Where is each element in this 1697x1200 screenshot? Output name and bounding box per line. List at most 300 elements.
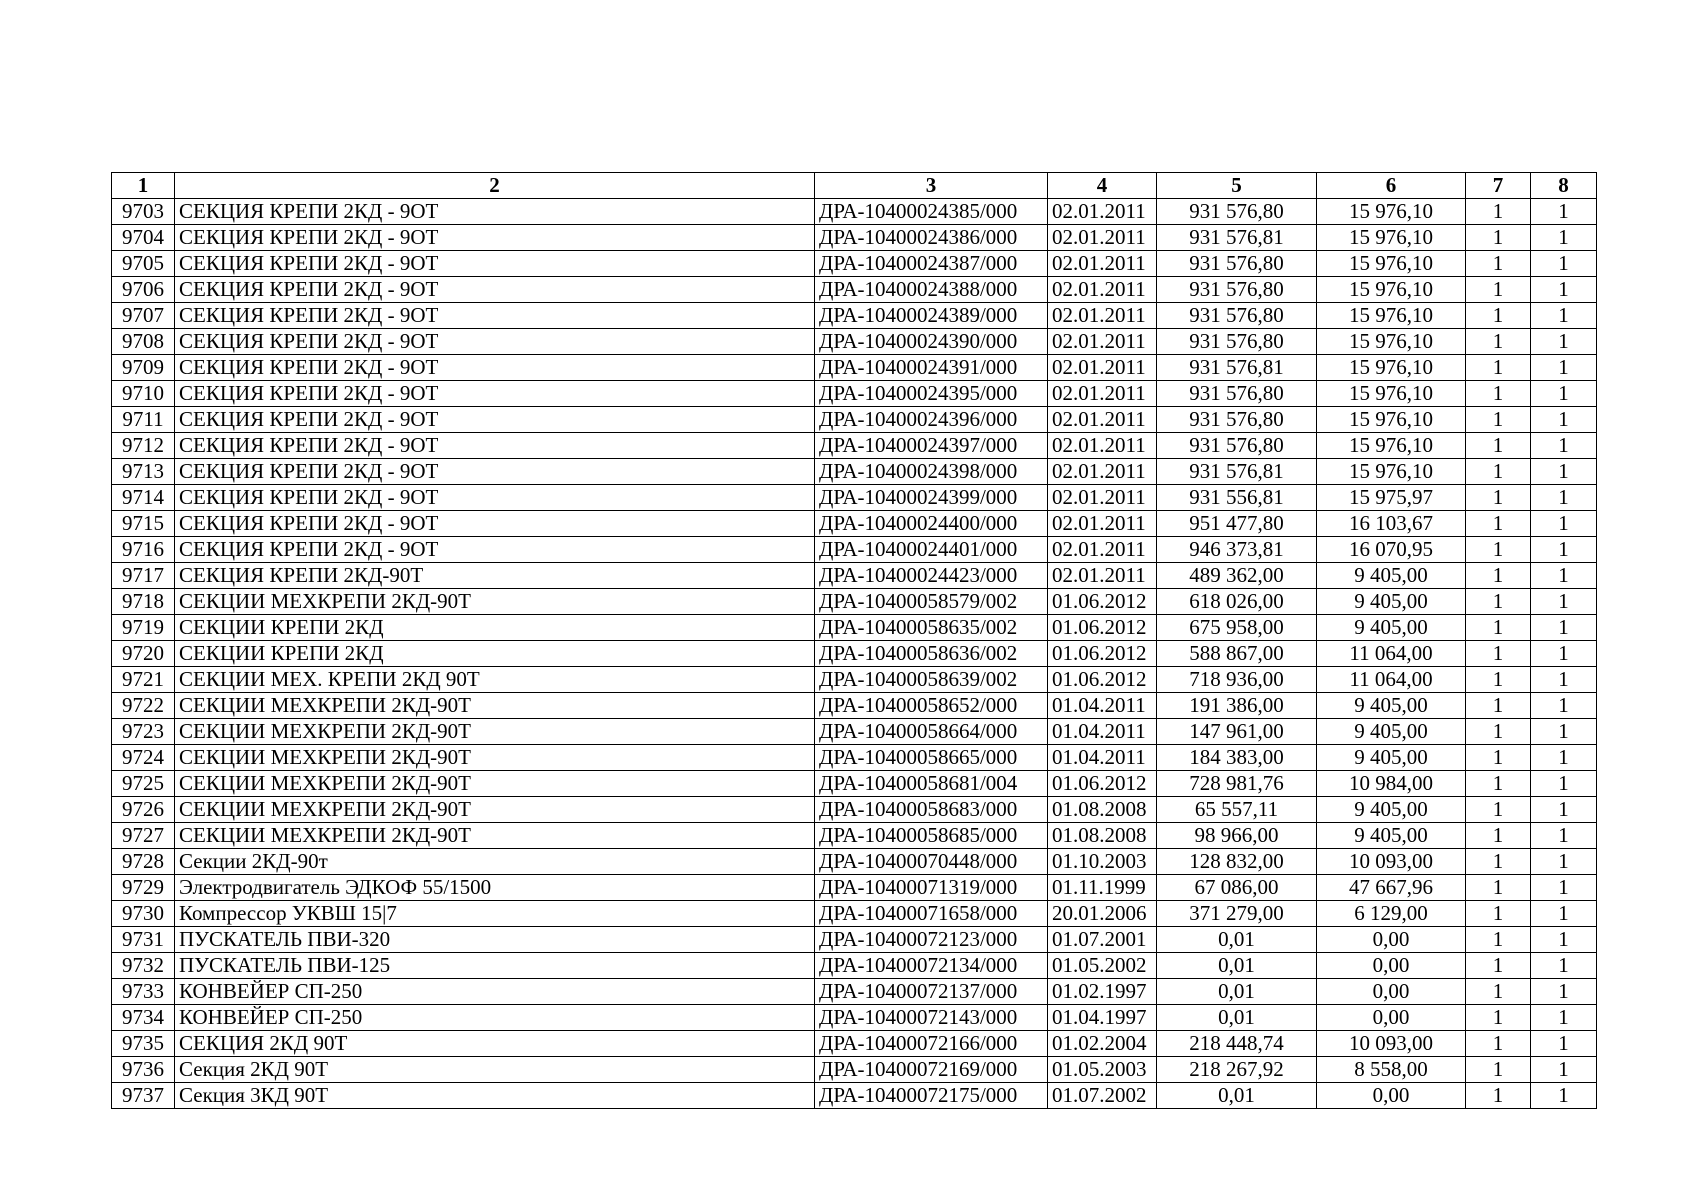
cell-row-number: 9724 bbox=[112, 745, 175, 771]
cell-inventory-code: ДРА-10400024385/000 bbox=[815, 199, 1048, 225]
cell-inventory-code: ДРА-10400072166/000 bbox=[815, 1031, 1048, 1057]
cell-row-number: 9721 bbox=[112, 667, 175, 693]
table-row bbox=[112, 277, 1597, 303]
cell-value-8: 1 bbox=[1531, 745, 1597, 771]
cell-row-number: 9733 bbox=[112, 979, 175, 1005]
cell-item-name: СЕКЦИИ МЕХКРЕПИ 2КД-90Т bbox=[175, 823, 815, 849]
cell-item-name: Секции 2КД-90т bbox=[175, 849, 815, 875]
cell-inventory-code: ДРА-10400024386/000 bbox=[815, 225, 1048, 251]
cell-item-name: СЕКЦИЯ КРЕПИ 2КД - 9ОТ bbox=[175, 511, 815, 537]
table-row bbox=[112, 745, 1597, 771]
cell-value-8: 1 bbox=[1531, 719, 1597, 745]
cell-row-number: 9730 bbox=[112, 901, 175, 927]
table-row bbox=[112, 537, 1597, 563]
cell-value-7: 1 bbox=[1466, 225, 1531, 251]
table-row bbox=[112, 589, 1597, 615]
cell-value-5: 0,01 bbox=[1157, 927, 1317, 953]
cell-value-7: 1 bbox=[1466, 303, 1531, 329]
cell-value-5: 184 383,00 bbox=[1157, 745, 1317, 771]
cell-value-8: 1 bbox=[1531, 329, 1597, 355]
cell-row-number: 9713 bbox=[112, 459, 175, 485]
cell-value-7: 1 bbox=[1466, 667, 1531, 693]
cell-inventory-code: ДРА-10400058681/004 bbox=[815, 771, 1048, 797]
cell-row-number: 9720 bbox=[112, 641, 175, 667]
cell-inventory-code: ДРА-10400072137/000 bbox=[815, 979, 1048, 1005]
table-row bbox=[112, 485, 1597, 511]
cell-item-name: СЕКЦИЯ КРЕПИ 2КД - 9ОТ bbox=[175, 251, 815, 277]
cell-item-name: СЕКЦИЯ КРЕПИ 2КД - 9ОТ bbox=[175, 381, 815, 407]
table-row bbox=[112, 849, 1597, 875]
cell-value-5: 98 966,00 bbox=[1157, 823, 1317, 849]
cell-value-8: 1 bbox=[1531, 459, 1597, 485]
cell-date: 01.02.2004 bbox=[1048, 1031, 1157, 1057]
cell-value-5: 218 267,92 bbox=[1157, 1057, 1317, 1083]
cell-value-8: 1 bbox=[1531, 771, 1597, 797]
cell-date: 01.07.2002 bbox=[1048, 1083, 1157, 1109]
cell-date: 20.01.2006 bbox=[1048, 901, 1157, 927]
cell-date: 01.06.2012 bbox=[1048, 771, 1157, 797]
cell-value-7: 1 bbox=[1466, 407, 1531, 433]
cell-value-6: 15 976,10 bbox=[1317, 433, 1466, 459]
cell-date: 02.01.2011 bbox=[1048, 459, 1157, 485]
cell-value-6: 9 405,00 bbox=[1317, 823, 1466, 849]
cell-date: 02.01.2011 bbox=[1048, 407, 1157, 433]
cell-item-name: СЕКЦИЯ КРЕПИ 2КД - 9ОТ bbox=[175, 225, 815, 251]
cell-value-5: 718 936,00 bbox=[1157, 667, 1317, 693]
table-row bbox=[112, 693, 1597, 719]
cell-value-6: 47 667,96 bbox=[1317, 875, 1466, 901]
cell-inventory-code: ДРА-10400058636/002 bbox=[815, 641, 1048, 667]
cell-value-7: 1 bbox=[1466, 953, 1531, 979]
cell-row-number: 9725 bbox=[112, 771, 175, 797]
cell-row-number: 9736 bbox=[112, 1057, 175, 1083]
cell-value-6: 11 064,00 bbox=[1317, 667, 1466, 693]
cell-date: 02.01.2011 bbox=[1048, 277, 1157, 303]
cell-value-7: 1 bbox=[1466, 1005, 1531, 1031]
cell-value-8: 1 bbox=[1531, 563, 1597, 589]
cell-inventory-code: ДРА-10400024401/000 bbox=[815, 537, 1048, 563]
cell-value-8: 1 bbox=[1531, 641, 1597, 667]
cell-value-8: 1 bbox=[1531, 1005, 1597, 1031]
cell-value-5: 65 557,11 bbox=[1157, 797, 1317, 823]
table-row bbox=[112, 407, 1597, 433]
cell-inventory-code: ДРА-10400071319/000 bbox=[815, 875, 1048, 901]
cell-date: 02.01.2011 bbox=[1048, 303, 1157, 329]
cell-item-name: СЕКЦИЯ КРЕПИ 2КД - 9ОТ bbox=[175, 329, 815, 355]
cell-date: 01.08.2008 bbox=[1048, 823, 1157, 849]
cell-inventory-code: ДРА-10400024400/000 bbox=[815, 511, 1048, 537]
cell-item-name: СЕКЦИЯ КРЕПИ 2КД - 9ОТ bbox=[175, 459, 815, 485]
cell-value-6: 0,00 bbox=[1317, 953, 1466, 979]
cell-item-name: КОНВЕЙЕР СП-250 bbox=[175, 1005, 815, 1031]
cell-value-6: 11 064,00 bbox=[1317, 641, 1466, 667]
cell-row-number: 9705 bbox=[112, 251, 175, 277]
header-col-8: 8 bbox=[1531, 173, 1597, 199]
table-row bbox=[112, 199, 1597, 225]
cell-value-5: 931 576,80 bbox=[1157, 277, 1317, 303]
header-col-3: 3 bbox=[815, 173, 1048, 199]
cell-value-8: 1 bbox=[1531, 251, 1597, 277]
cell-value-5: 951 477,80 bbox=[1157, 511, 1317, 537]
cell-inventory-code: ДРА-10400072169/000 bbox=[815, 1057, 1048, 1083]
cell-date: 01.04.1997 bbox=[1048, 1005, 1157, 1031]
cell-value-5: 675 958,00 bbox=[1157, 615, 1317, 641]
cell-date: 01.04.2011 bbox=[1048, 693, 1157, 719]
cell-value-6: 8 558,00 bbox=[1317, 1057, 1466, 1083]
cell-value-7: 1 bbox=[1466, 329, 1531, 355]
cell-date: 02.01.2011 bbox=[1048, 563, 1157, 589]
cell-value-6: 16 070,95 bbox=[1317, 537, 1466, 563]
cell-item-name: СЕКЦИЯ КРЕПИ 2КД-90Т bbox=[175, 563, 815, 589]
cell-value-5: 0,01 bbox=[1157, 1005, 1317, 1031]
cell-inventory-code: ДРА-10400058579/002 bbox=[815, 589, 1048, 615]
cell-value-8: 1 bbox=[1531, 667, 1597, 693]
cell-date: 01.06.2012 bbox=[1048, 667, 1157, 693]
cell-value-6: 15 976,10 bbox=[1317, 199, 1466, 225]
cell-value-5: 191 386,00 bbox=[1157, 693, 1317, 719]
cell-value-6: 15 976,10 bbox=[1317, 225, 1466, 251]
table-body bbox=[112, 199, 1597, 1109]
table-row bbox=[112, 901, 1597, 927]
cell-date: 01.05.2002 bbox=[1048, 953, 1157, 979]
table-row bbox=[112, 355, 1597, 381]
cell-value-5: 931 576,81 bbox=[1157, 355, 1317, 381]
cell-inventory-code: ДРА-10400058685/000 bbox=[815, 823, 1048, 849]
cell-inventory-code: ДРА-10400072134/000 bbox=[815, 953, 1048, 979]
cell-row-number: 9731 bbox=[112, 927, 175, 953]
cell-value-5: 946 373,81 bbox=[1157, 537, 1317, 563]
cell-value-7: 1 bbox=[1466, 823, 1531, 849]
cell-value-7: 1 bbox=[1466, 433, 1531, 459]
cell-value-7: 1 bbox=[1466, 719, 1531, 745]
cell-value-5: 931 576,80 bbox=[1157, 199, 1317, 225]
cell-item-name: СЕКЦИИ КРЕПИ 2КД bbox=[175, 615, 815, 641]
cell-value-5: 931 576,81 bbox=[1157, 459, 1317, 485]
header-col-1: 1 bbox=[112, 173, 175, 199]
table-row bbox=[112, 303, 1597, 329]
table-row bbox=[112, 771, 1597, 797]
cell-item-name: Электродвигатель ЭДКОФ 55/1500 bbox=[175, 875, 815, 901]
cell-date: 02.01.2011 bbox=[1048, 381, 1157, 407]
cell-value-8: 1 bbox=[1531, 901, 1597, 927]
cell-item-name: СЕКЦИИ МЕХКРЕПИ 2КД-90Т bbox=[175, 797, 815, 823]
cell-value-8: 1 bbox=[1531, 225, 1597, 251]
table-row bbox=[112, 1083, 1597, 1109]
cell-value-8: 1 bbox=[1531, 953, 1597, 979]
cell-value-6: 9 405,00 bbox=[1317, 719, 1466, 745]
cell-inventory-code: ДРА-10400024387/000 bbox=[815, 251, 1048, 277]
cell-inventory-code: ДРА-10400024423/000 bbox=[815, 563, 1048, 589]
cell-row-number: 9728 bbox=[112, 849, 175, 875]
table-row bbox=[112, 459, 1597, 485]
cell-value-5: 931 576,80 bbox=[1157, 381, 1317, 407]
table-row bbox=[112, 511, 1597, 537]
cell-item-name: СЕКЦИЯ КРЕПИ 2КД - 9ОТ bbox=[175, 199, 815, 225]
cell-date: 02.01.2011 bbox=[1048, 537, 1157, 563]
cell-row-number: 9726 bbox=[112, 797, 175, 823]
cell-value-8: 1 bbox=[1531, 615, 1597, 641]
cell-date: 01.04.2011 bbox=[1048, 719, 1157, 745]
cell-value-7: 1 bbox=[1466, 563, 1531, 589]
cell-item-name: СЕКЦИИ КРЕПИ 2КД bbox=[175, 641, 815, 667]
cell-item-name: ПУСКАТЕЛЬ ПВИ-320 bbox=[175, 927, 815, 953]
cell-inventory-code: ДРА-10400058639/002 bbox=[815, 667, 1048, 693]
cell-date: 02.01.2011 bbox=[1048, 355, 1157, 381]
cell-value-6: 9 405,00 bbox=[1317, 745, 1466, 771]
table-row bbox=[112, 797, 1597, 823]
cell-value-7: 1 bbox=[1466, 485, 1531, 511]
cell-value-7: 1 bbox=[1466, 1057, 1531, 1083]
cell-value-7: 1 bbox=[1466, 693, 1531, 719]
cell-date: 02.01.2011 bbox=[1048, 511, 1157, 537]
cell-value-8: 1 bbox=[1531, 407, 1597, 433]
cell-value-7: 1 bbox=[1466, 381, 1531, 407]
cell-row-number: 9703 bbox=[112, 199, 175, 225]
cell-inventory-code: ДРА-10400072123/000 bbox=[815, 927, 1048, 953]
cell-value-8: 1 bbox=[1531, 693, 1597, 719]
cell-value-5: 0,01 bbox=[1157, 979, 1317, 1005]
cell-value-8: 1 bbox=[1531, 1057, 1597, 1083]
cell-item-name: СЕКЦИИ МЕХКРЕПИ 2КД-90Т bbox=[175, 771, 815, 797]
cell-row-number: 9708 bbox=[112, 329, 175, 355]
cell-value-8: 1 bbox=[1531, 1083, 1597, 1109]
cell-value-5: 147 961,00 bbox=[1157, 719, 1317, 745]
cell-value-5: 931 576,80 bbox=[1157, 303, 1317, 329]
cell-value-6: 16 103,67 bbox=[1317, 511, 1466, 537]
cell-value-8: 1 bbox=[1531, 511, 1597, 537]
cell-value-6: 15 976,10 bbox=[1317, 459, 1466, 485]
cell-inventory-code: ДРА-10400024399/000 bbox=[815, 485, 1048, 511]
cell-value-8: 1 bbox=[1531, 433, 1597, 459]
cell-value-6: 15 976,10 bbox=[1317, 251, 1466, 277]
cell-value-6: 9 405,00 bbox=[1317, 589, 1466, 615]
cell-date: 01.06.2012 bbox=[1048, 615, 1157, 641]
cell-date: 01.07.2001 bbox=[1048, 927, 1157, 953]
cell-value-7: 1 bbox=[1466, 927, 1531, 953]
cell-date: 01.06.2012 bbox=[1048, 589, 1157, 615]
cell-item-name: ПУСКАТЕЛЬ ПВИ-125 bbox=[175, 953, 815, 979]
cell-item-name: СЕКЦИЯ КРЕПИ 2КД - 9ОТ bbox=[175, 407, 815, 433]
cell-inventory-code: ДРА-10400024390/000 bbox=[815, 329, 1048, 355]
cell-value-6: 15 975,97 bbox=[1317, 485, 1466, 511]
header-col-5: 5 bbox=[1157, 173, 1317, 199]
cell-row-number: 9707 bbox=[112, 303, 175, 329]
cell-inventory-code: ДРА-10400070448/000 bbox=[815, 849, 1048, 875]
cell-value-8: 1 bbox=[1531, 355, 1597, 381]
cell-item-name: СЕКЦИЯ КРЕПИ 2КД - 9ОТ bbox=[175, 537, 815, 563]
cell-inventory-code: ДРА-10400058665/000 bbox=[815, 745, 1048, 771]
cell-row-number: 9737 bbox=[112, 1083, 175, 1109]
cell-inventory-code: ДРА-10400058664/000 bbox=[815, 719, 1048, 745]
cell-value-5: 618 026,00 bbox=[1157, 589, 1317, 615]
cell-value-7: 1 bbox=[1466, 771, 1531, 797]
cell-row-number: 9710 bbox=[112, 381, 175, 407]
cell-value-7: 1 bbox=[1466, 355, 1531, 381]
table-row bbox=[112, 329, 1597, 355]
cell-value-7: 1 bbox=[1466, 615, 1531, 641]
cell-value-7: 1 bbox=[1466, 251, 1531, 277]
cell-value-5: 931 576,80 bbox=[1157, 329, 1317, 355]
cell-value-5: 931 576,80 bbox=[1157, 251, 1317, 277]
cell-value-6: 15 976,10 bbox=[1317, 303, 1466, 329]
cell-item-name: СЕКЦИЯ КРЕПИ 2КД - 9ОТ bbox=[175, 355, 815, 381]
cell-value-7: 1 bbox=[1466, 459, 1531, 485]
table-row bbox=[112, 563, 1597, 589]
cell-item-name: Секция 3КД 90Т bbox=[175, 1083, 815, 1109]
cell-value-6: 10 093,00 bbox=[1317, 1031, 1466, 1057]
cell-value-7: 1 bbox=[1466, 589, 1531, 615]
cell-inventory-code: ДРА-10400024395/000 bbox=[815, 381, 1048, 407]
cell-value-6: 9 405,00 bbox=[1317, 563, 1466, 589]
table-row bbox=[112, 1005, 1597, 1031]
cell-value-6: 0,00 bbox=[1317, 1005, 1466, 1031]
cell-value-8: 1 bbox=[1531, 589, 1597, 615]
cell-inventory-code: ДРА-10400071658/000 bbox=[815, 901, 1048, 927]
table-row bbox=[112, 927, 1597, 953]
cell-row-number: 9734 bbox=[112, 1005, 175, 1031]
cell-item-name: СЕКЦИЯ КРЕПИ 2КД - 9ОТ bbox=[175, 433, 815, 459]
cell-row-number: 9704 bbox=[112, 225, 175, 251]
cell-value-7: 1 bbox=[1466, 641, 1531, 667]
cell-inventory-code: ДРА-10400024396/000 bbox=[815, 407, 1048, 433]
cell-date: 01.04.2011 bbox=[1048, 745, 1157, 771]
cell-value-7: 1 bbox=[1466, 979, 1531, 1005]
cell-row-number: 9732 bbox=[112, 953, 175, 979]
cell-value-8: 1 bbox=[1531, 875, 1597, 901]
cell-item-name: СЕКЦИИ МЕХКРЕПИ 2КД-90Т bbox=[175, 589, 815, 615]
table-row bbox=[112, 979, 1597, 1005]
header-col-7: 7 bbox=[1466, 173, 1531, 199]
cell-row-number: 9709 bbox=[112, 355, 175, 381]
cell-item-name: СЕКЦИИ МЕХКРЕПИ 2КД-90Т bbox=[175, 693, 815, 719]
table-row bbox=[112, 667, 1597, 693]
cell-value-7: 1 bbox=[1466, 1031, 1531, 1057]
cell-value-7: 1 bbox=[1466, 901, 1531, 927]
cell-value-8: 1 bbox=[1531, 797, 1597, 823]
cell-inventory-code: ДРА-10400024388/000 bbox=[815, 277, 1048, 303]
cell-item-name: СЕКЦИИ МЕХ. КРЕПИ 2КД 90Т bbox=[175, 667, 815, 693]
cell-value-5: 931 556,81 bbox=[1157, 485, 1317, 511]
cell-value-5: 0,01 bbox=[1157, 1083, 1317, 1109]
cell-value-6: 0,00 bbox=[1317, 927, 1466, 953]
cell-value-8: 1 bbox=[1531, 849, 1597, 875]
table-row bbox=[112, 953, 1597, 979]
cell-value-7: 1 bbox=[1466, 537, 1531, 563]
cell-value-6: 0,00 bbox=[1317, 979, 1466, 1005]
cell-value-5: 588 867,00 bbox=[1157, 641, 1317, 667]
cell-value-7: 1 bbox=[1466, 745, 1531, 771]
cell-inventory-code: ДРА-10400024397/000 bbox=[815, 433, 1048, 459]
cell-value-6: 10 984,00 bbox=[1317, 771, 1466, 797]
table-row bbox=[112, 1031, 1597, 1057]
table-row bbox=[112, 641, 1597, 667]
cell-item-name: Секция 2КД 90Т bbox=[175, 1057, 815, 1083]
cell-value-5: 128 832,00 bbox=[1157, 849, 1317, 875]
cell-row-number: 9719 bbox=[112, 615, 175, 641]
table-row bbox=[112, 719, 1597, 745]
cell-value-5: 371 279,00 bbox=[1157, 901, 1317, 927]
cell-inventory-code: ДРА-10400024391/000 bbox=[815, 355, 1048, 381]
cell-row-number: 9714 bbox=[112, 485, 175, 511]
cell-value-6: 10 093,00 bbox=[1317, 849, 1466, 875]
cell-value-7: 1 bbox=[1466, 797, 1531, 823]
cell-row-number: 9706 bbox=[112, 277, 175, 303]
cell-row-number: 9717 bbox=[112, 563, 175, 589]
cell-value-8: 1 bbox=[1531, 1031, 1597, 1057]
cell-date: 02.01.2011 bbox=[1048, 485, 1157, 511]
asset-table bbox=[111, 172, 1597, 1109]
cell-row-number: 9715 bbox=[112, 511, 175, 537]
cell-row-number: 9729 bbox=[112, 875, 175, 901]
cell-inventory-code: ДРА-10400072175/000 bbox=[815, 1083, 1048, 1109]
cell-value-7: 1 bbox=[1466, 1083, 1531, 1109]
cell-value-8: 1 bbox=[1531, 381, 1597, 407]
cell-row-number: 9711 bbox=[112, 407, 175, 433]
cell-value-7: 1 bbox=[1466, 849, 1531, 875]
cell-inventory-code: ДРА-10400072143/000 bbox=[815, 1005, 1048, 1031]
cell-value-8: 1 bbox=[1531, 979, 1597, 1005]
table-row bbox=[112, 381, 1597, 407]
cell-inventory-code: ДРА-10400058683/000 bbox=[815, 797, 1048, 823]
cell-value-5: 931 576,80 bbox=[1157, 433, 1317, 459]
header-col-6: 6 bbox=[1317, 173, 1466, 199]
cell-value-6: 0,00 bbox=[1317, 1083, 1466, 1109]
cell-value-7: 1 bbox=[1466, 277, 1531, 303]
cell-value-5: 489 362,00 bbox=[1157, 563, 1317, 589]
cell-value-8: 1 bbox=[1531, 823, 1597, 849]
cell-date: 01.02.1997 bbox=[1048, 979, 1157, 1005]
header-row bbox=[112, 173, 1597, 199]
cell-row-number: 9722 bbox=[112, 693, 175, 719]
table-row bbox=[112, 875, 1597, 901]
cell-date: 01.08.2008 bbox=[1048, 797, 1157, 823]
cell-item-name: Компрессор УКВШ 15|7 bbox=[175, 901, 815, 927]
cell-date: 02.01.2011 bbox=[1048, 225, 1157, 251]
header-col-4: 4 bbox=[1048, 173, 1157, 199]
cell-inventory-code: ДРА-10400024398/000 bbox=[815, 459, 1048, 485]
cell-value-6: 6 129,00 bbox=[1317, 901, 1466, 927]
cell-date: 01.06.2012 bbox=[1048, 641, 1157, 667]
table-row bbox=[112, 823, 1597, 849]
cell-value-7: 1 bbox=[1466, 199, 1531, 225]
cell-inventory-code: ДРА-10400024389/000 bbox=[815, 303, 1048, 329]
cell-value-8: 1 bbox=[1531, 537, 1597, 563]
cell-value-6: 15 976,10 bbox=[1317, 407, 1466, 433]
table-row bbox=[112, 251, 1597, 277]
cell-value-6: 9 405,00 bbox=[1317, 615, 1466, 641]
cell-value-5: 728 981,76 bbox=[1157, 771, 1317, 797]
cell-value-6: 9 405,00 bbox=[1317, 693, 1466, 719]
cell-value-7: 1 bbox=[1466, 511, 1531, 537]
cell-item-name: СЕКЦИЯ КРЕПИ 2КД - 9ОТ bbox=[175, 485, 815, 511]
cell-date: 01.11.1999 bbox=[1048, 875, 1157, 901]
cell-item-name: СЕКЦИЯ КРЕПИ 2КД - 9ОТ bbox=[175, 277, 815, 303]
cell-item-name: СЕКЦИИ МЕХКРЕПИ 2КД-90Т bbox=[175, 745, 815, 771]
cell-date: 02.01.2011 bbox=[1048, 199, 1157, 225]
cell-inventory-code: ДРА-10400058652/000 bbox=[815, 693, 1048, 719]
cell-value-6: 15 976,10 bbox=[1317, 277, 1466, 303]
cell-date: 01.10.2003 bbox=[1048, 849, 1157, 875]
cell-row-number: 9718 bbox=[112, 589, 175, 615]
header-col-2: 2 bbox=[175, 173, 815, 199]
cell-value-5: 67 086,00 bbox=[1157, 875, 1317, 901]
cell-row-number: 9727 bbox=[112, 823, 175, 849]
cell-inventory-code: ДРА-10400058635/002 bbox=[815, 615, 1048, 641]
cell-value-6: 15 976,10 bbox=[1317, 355, 1466, 381]
cell-value-7: 1 bbox=[1466, 875, 1531, 901]
cell-item-name: СЕКЦИИ МЕХКРЕПИ 2КД-90Т bbox=[175, 719, 815, 745]
cell-value-6: 15 976,10 bbox=[1317, 381, 1466, 407]
